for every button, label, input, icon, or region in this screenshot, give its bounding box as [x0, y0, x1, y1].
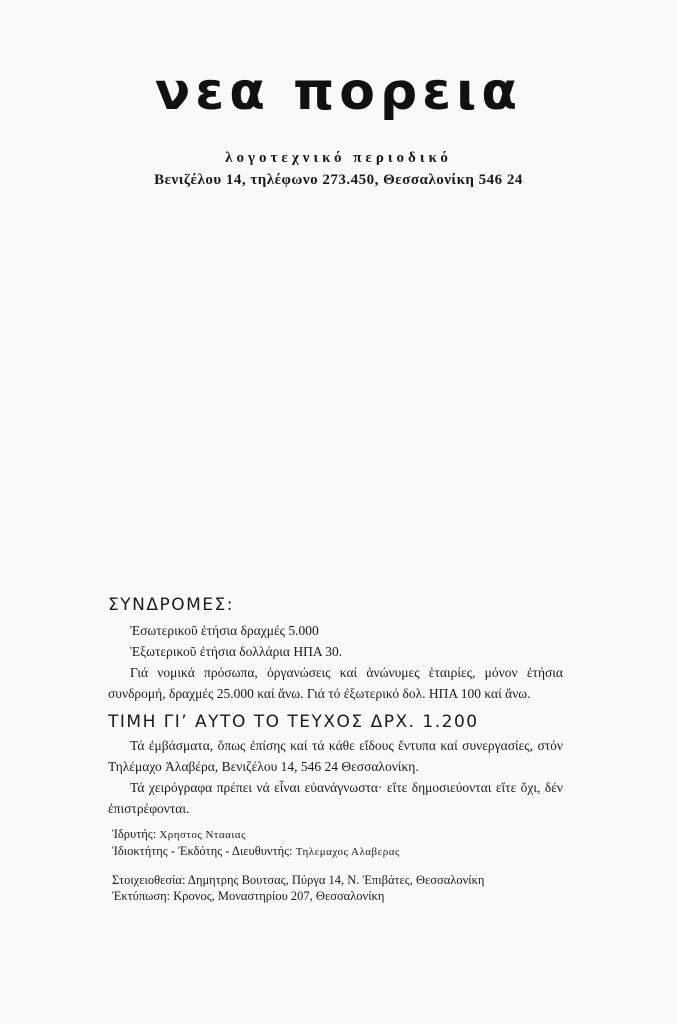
remittances-note: Τά ἐμβάσματα, ὅπως ἐπίσης καί τά κάθε εἴδους ἔντυπα καί συνεργασίες, στόν Τηλέμαχο Ἀλαβέρα, Βενιζέλου 14, 546 24 Θεσσαλονίκη.	[108, 738, 563, 774]
owner-name: Τηλεμαχος Αλαβερας	[295, 846, 400, 858]
founder-line	[112, 826, 572, 843]
credits-block	[112, 826, 572, 904]
foreign-subscription: Ἐξωτερικοῦ ἐτήσια δολλάρια ΗΠΑ 30.	[130, 644, 343, 659]
magazine-title: νεα πορεια	[154, 62, 523, 122]
issue-price-heading: ΤΙΜΗ ΓΙ’ ΑΥΤΟ ΤΟ ΤΕΥΧΟΣ ΔΡΧ. 1.200	[108, 712, 479, 732]
printing-value: Κρονος, Μοναστηρίου 207, Θεσσαλονίκη	[173, 889, 385, 903]
printing-line	[112, 888, 572, 904]
price-section	[108, 711, 563, 819]
typesetting-value: Δημητρης Βουτσας, Πύργα 14, Ν. Ἐπιβάτες, Θεσσαλονίκη	[187, 873, 485, 887]
founder-name: Χρηστος Ντααιας	[159, 829, 246, 841]
magazine-subtitle: λογοτεχνικό περιοδικό	[225, 150, 452, 166]
subscriptions-heading: ΣΥΝΔΡΟΜΕΣ:	[108, 595, 234, 615]
owner-line	[112, 843, 572, 860]
subscriptions-section	[108, 594, 563, 704]
typesetting-line	[112, 872, 572, 888]
typesetting-label: Στοιχειοθεσία:	[112, 873, 186, 887]
printing-label: Ἐκτύπωση:	[112, 889, 171, 903]
organization-subscription: Γιά νομικά πρόσωπα, ὀργανώσεις καί ἀνώνυμες ἑταιρίες, μόνον ἐτήσια συνδρομή, δραχμές 25.000 καί ἄνω. Γιά τό ἐξωτερικό δολ. ΗΠΑ 100 καί ἄνω.	[108, 665, 563, 701]
magazine-address: Βενιζέλου 14, τηλέφωνο 273.450, Θεσσαλονίκη 546 24	[154, 172, 523, 188]
owner-label: Ἰδιοκτήτης - Ἐκδότης - Διευθυντής:	[112, 844, 293, 858]
manuscripts-note: Τά χειρόγραφα πρέπει νά εἶναι εὐανάγνωστα· εἴτε δημοσιεύονται εἴτε ὄχι, δέν ἐπιστρέφονται.	[108, 780, 563, 816]
founder-label: Ἱδρυτής:	[112, 827, 157, 841]
domestic-subscription: Ἐσωτερικοῦ ἐτήσια δραχμές 5.000	[130, 623, 319, 638]
